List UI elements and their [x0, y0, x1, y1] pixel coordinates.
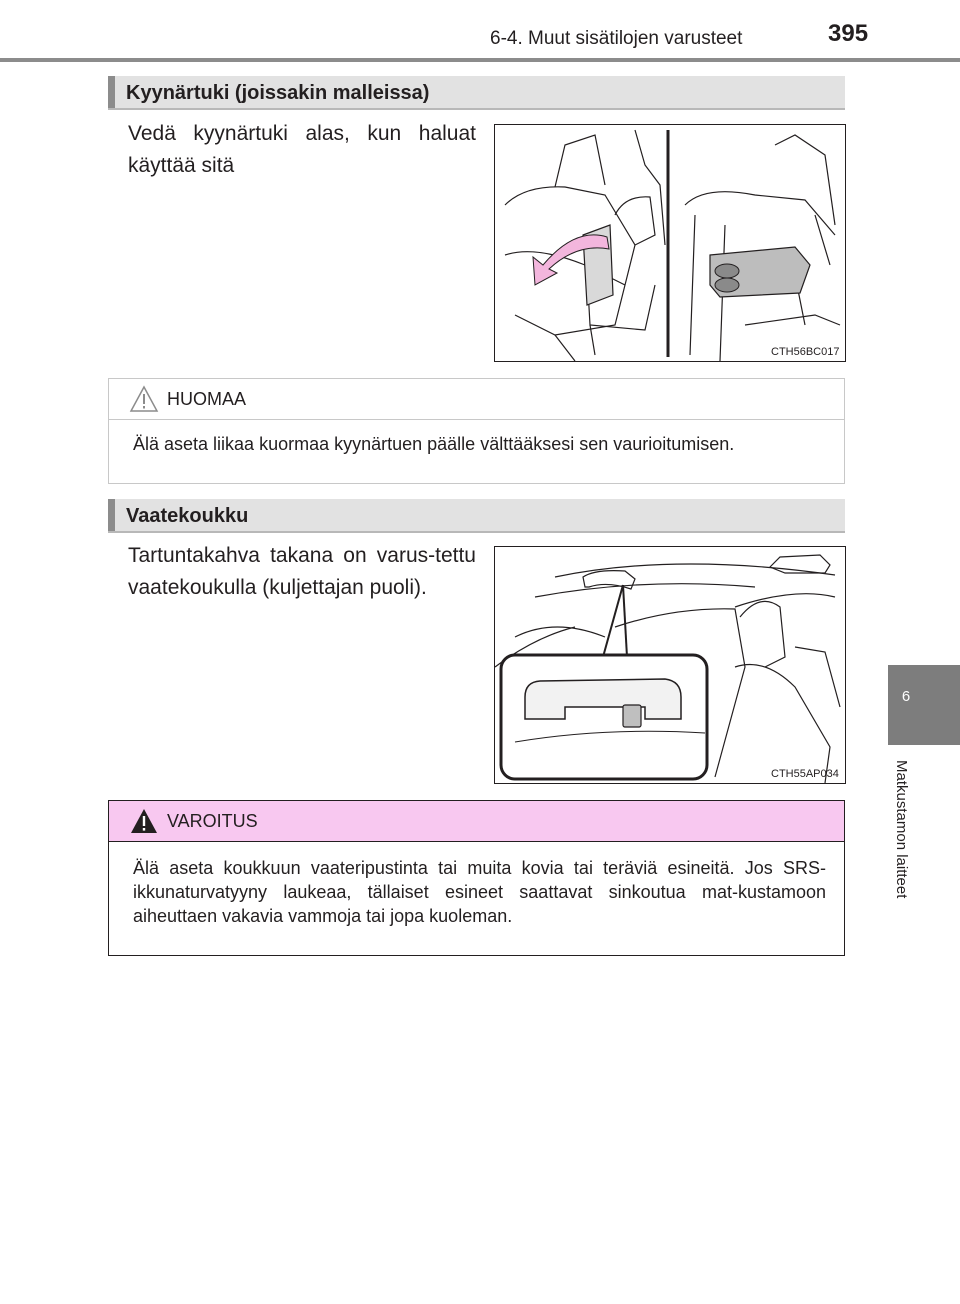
section-heading-coat-hook	[108, 499, 845, 533]
chapter-label-text: Matkustamon laitteet	[893, 760, 910, 899]
warning-box	[108, 800, 845, 956]
figure-code: CTH56BC017	[771, 346, 840, 358]
notice-title: HUOMAA	[167, 389, 247, 409]
chapter-tab	[888, 665, 960, 745]
figure-code: CTH55AP034	[771, 768, 839, 780]
warning-outline-icon	[129, 385, 159, 418]
header-section-title: 6-4. Muut sisätilojen varusteet	[490, 28, 743, 49]
armrest-illustration	[494, 124, 846, 362]
coat-hook-illustration	[494, 546, 846, 784]
warning-filled-icon	[129, 807, 159, 840]
heading-text: Vaatekoukku	[126, 505, 249, 527]
header-divider	[0, 58, 960, 62]
page-number: 395	[828, 20, 869, 47]
notice-text: Älä aseta liikaa kuormaa kyynärtuen päälle välttääksesi sen vaurioitumisen.	[133, 434, 735, 454]
warning-title: VAROITUS	[167, 811, 258, 831]
armrest-drawing	[495, 125, 845, 361]
heading-text: Kyynärtuki (joissakin malleissa)	[126, 82, 430, 104]
notice-header	[109, 379, 844, 420]
chapter-label	[885, 760, 927, 950]
chapter-number: 6	[901, 688, 911, 705]
coat-hook-drawing	[495, 547, 845, 783]
heading-accent-bar	[108, 499, 115, 531]
warning-text: Älä aseta koukkuun vaateripustinta tai muita kovia tai teräviä esineitä. Jos SRS-ikkunaturvatyyny laukeaa, tällaiset esineet saattavat sinkoutua mat-kustamoon aiheuttaen vakavia vammoja tai jopa kuoleman.	[133, 858, 826, 926]
notice-box	[108, 378, 845, 484]
heading-accent-bar	[108, 76, 115, 108]
armrest-instruction: Vedä kyynärtuki alas, kun haluat käyttää sitä	[128, 122, 476, 177]
warning-header	[109, 801, 844, 842]
section-heading-armrest	[108, 76, 845, 110]
coat-hook-description: Tartuntakahva takana on varus-tettu vaatekoukulla (kuljettajan puoli).	[128, 544, 476, 599]
